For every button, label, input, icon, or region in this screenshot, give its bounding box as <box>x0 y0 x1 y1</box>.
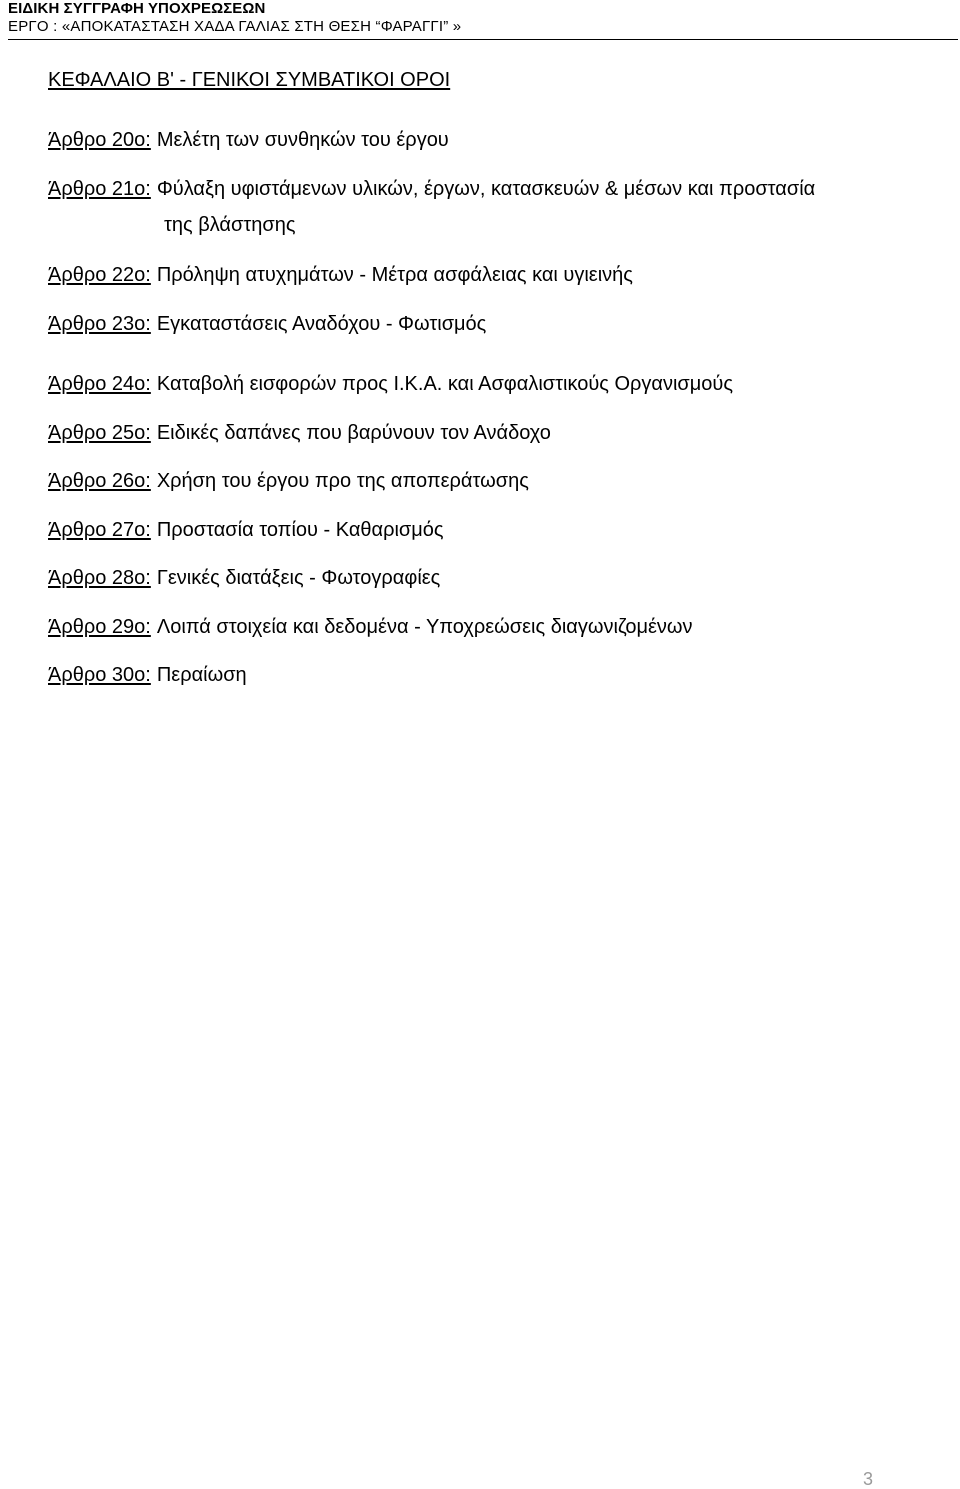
article-28 <box>48 566 440 590</box>
article-link[interactable]: Άρθρο 27ο: <box>48 519 151 541</box>
article-link[interactable]: Άρθρο 22ο: <box>48 264 151 286</box>
article-link[interactable]: Άρθρο 24ο: <box>48 373 151 395</box>
article-25 <box>48 421 551 445</box>
article-link[interactable]: Άρθρο 23ο: <box>48 313 151 335</box>
article-24 <box>48 372 733 396</box>
article-link[interactable]: Άρθρο 30ο: <box>48 664 151 686</box>
chapter-title[interactable]: ΚΕΦΑΛΑΙΟ Β' - ΓΕΝΙΚΟΙ ΣΥΜΒΑΤΙΚΟΙ ΟΡΟΙ <box>48 69 451 91</box>
article-title: Εγκαταστάσεις Αναδόχου - Φωτισμός <box>156 313 487 335</box>
project-subtitle: ΕΡΓΟ : «ΑΠΟΚΑΤΑΣΤΑΣΗ ΧΑΔΑ ΓΑΛΙΑΣ ΣΤΗ ΘΕΣΗ “ΦΑΡΑΓΓΙ” » <box>8 18 462 35</box>
article-title: Φύλαξη υφιστάμενων υλικών, έργων, κατασκευών & μέσων και προστασία <box>156 178 816 200</box>
page-header <box>8 0 958 40</box>
article-link[interactable]: Άρθρο 29ο: <box>48 616 151 638</box>
article-title: Λοιπά στοιχεία και δεδομένα - Υποχρεώσεις διαγωνιζομένων <box>156 616 693 638</box>
article-title: Γενικές διατάξεις - Φωτογραφίες <box>156 567 441 589</box>
article-link[interactable]: Άρθρο 21ο: <box>48 178 151 200</box>
document-title: ΕΙΔΙΚΗ ΣΥΓΓΡΑΦΗ ΥΠΟΧΡΕΩΣΕΩΝ <box>8 0 266 17</box>
article-21-continuation: της βλάστησης <box>164 214 296 236</box>
article-title: Πρόληψη ατυχημάτων - Μέτρα ασφάλειας και υγιεινής <box>156 264 633 286</box>
article-20 <box>48 128 449 152</box>
article-30 <box>48 663 247 687</box>
article-link[interactable]: Άρθρο 26ο: <box>48 470 151 492</box>
article-title: Καταβολή εισφορών προς Ι.Κ.Α. και Ασφαλιστικούς Οργανισμούς <box>156 373 733 395</box>
article-title: Μελέτη των συνθηκών του έργου <box>156 129 449 151</box>
article-title: Προστασία τοπίου - Καθαρισμός <box>156 519 444 541</box>
article-29 <box>48 615 693 639</box>
article-title: Χρήση του έργου προ της αποπεράτωσης <box>156 470 529 492</box>
page-number: 3 <box>863 1469 874 1489</box>
article-title: Περαίωση <box>156 664 247 686</box>
article-26 <box>48 469 529 493</box>
article-link[interactable]: Άρθρο 25ο: <box>48 422 151 444</box>
article-21 <box>48 177 815 201</box>
article-title: Ειδικές δαπάνες που βαρύνουν τον Ανάδοχο <box>156 422 551 444</box>
article-link[interactable]: Άρθρο 28ο: <box>48 567 151 589</box>
article-22 <box>48 263 633 287</box>
article-23 <box>48 312 486 336</box>
article-27 <box>48 518 444 542</box>
article-link[interactable]: Άρθρο 20ο: <box>48 129 151 151</box>
